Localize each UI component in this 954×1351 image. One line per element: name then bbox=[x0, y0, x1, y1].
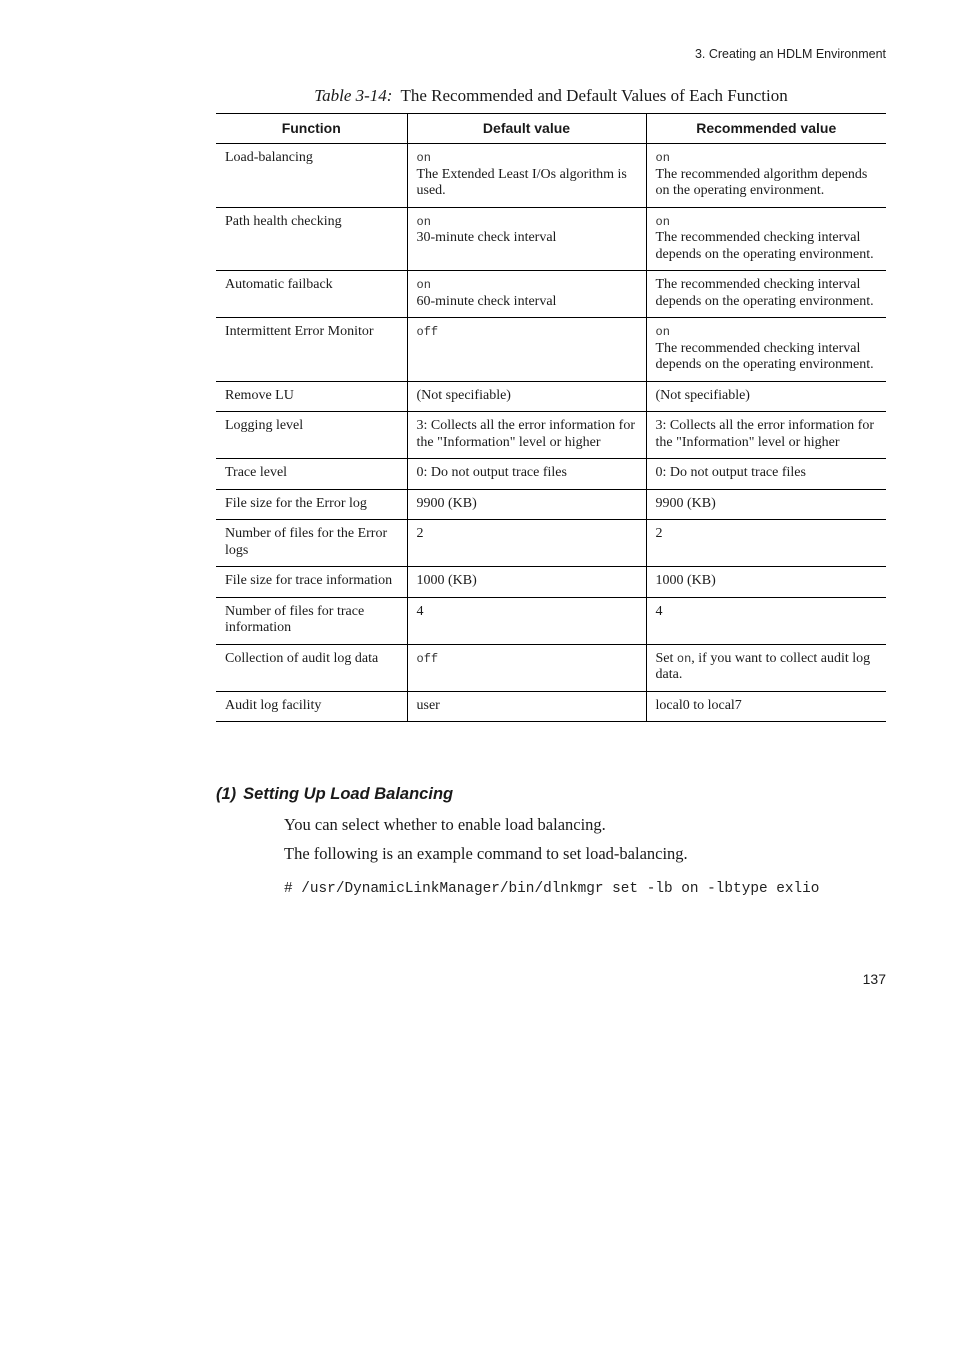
cell-recommended-value bbox=[646, 459, 886, 490]
cell-text: 60-minute check interval bbox=[416, 293, 557, 309]
cell-text: 30-minute check interval bbox=[416, 230, 557, 245]
cell-recommended-value bbox=[646, 271, 886, 318]
table-caption bbox=[216, 86, 886, 106]
cell-recommended-value bbox=[646, 644, 886, 691]
cell-default-value bbox=[407, 691, 646, 722]
table-row bbox=[216, 644, 886, 691]
code-value: on bbox=[655, 151, 670, 165]
table-row bbox=[216, 412, 886, 459]
table-row bbox=[216, 318, 886, 382]
cell-default-value bbox=[407, 318, 646, 382]
cell-text: The Extended Least I/Os algorithm is used. bbox=[416, 166, 627, 198]
body-paragraph: The following is an example command to set load-balancing. bbox=[284, 844, 688, 863]
command-example: # /usr/DynamicLinkManager/bin/dlnkmgr set -lb on -lbtype exlio bbox=[284, 881, 820, 897]
section-number: (1) bbox=[216, 785, 237, 803]
cell-text: 2 bbox=[416, 526, 424, 541]
cell-text: 4 bbox=[655, 603, 663, 619]
cell-text: 3: Collects all the error information for the "Information" level or higher bbox=[416, 418, 635, 450]
column-header-function: Function bbox=[216, 114, 407, 144]
cell-text: , if you want to collect audit log data. bbox=[655, 650, 871, 682]
cell-text: 0: Do not output trace files bbox=[416, 465, 567, 480]
cell-function: Number of files for trace information bbox=[216, 597, 407, 644]
cell-function: Automatic failback bbox=[216, 271, 407, 318]
code-value: on bbox=[416, 151, 431, 165]
cell-text: Set bbox=[655, 650, 677, 666]
cell-function: Trace level bbox=[216, 459, 407, 490]
table-row bbox=[216, 459, 886, 490]
cell-text: The recommended algorithm depends on the operating environment. bbox=[655, 166, 868, 198]
cell-function: Audit log facility bbox=[216, 691, 407, 722]
table-row bbox=[216, 489, 886, 520]
table-row bbox=[216, 381, 886, 412]
cell-text: 1000 (KB) bbox=[655, 573, 716, 588]
table-row bbox=[216, 691, 886, 722]
cell-recommended-value bbox=[646, 567, 886, 598]
cell-function: File size for trace information bbox=[216, 567, 407, 598]
cell-text: 0: Do not output trace files bbox=[655, 465, 806, 480]
table-caption-label: Table 3-14: bbox=[314, 86, 393, 105]
body-paragraph: You can select whether to enable load balancing. bbox=[284, 815, 606, 834]
cell-text: local0 to local7 bbox=[655, 697, 742, 713]
cell-recommended-value bbox=[646, 144, 886, 208]
cell-default-value bbox=[407, 459, 646, 490]
cell-text: 1000 (KB) bbox=[416, 573, 477, 588]
cell-text: 9900 (KB) bbox=[655, 495, 716, 511]
running-head: 3. Creating an HDLM Environment bbox=[694, 47, 886, 61]
cell-function: File size for the Error log bbox=[216, 489, 407, 520]
cell-recommended-value bbox=[646, 207, 886, 271]
column-header-recommended-value: Recommended value bbox=[646, 114, 886, 144]
cell-function: Path health checking bbox=[216, 207, 407, 271]
cell-recommended-value bbox=[646, 489, 886, 520]
cell-default-value bbox=[407, 144, 646, 208]
cell-function: Remove LU bbox=[216, 381, 407, 412]
cell-default-value bbox=[407, 271, 646, 318]
table-header-row bbox=[216, 114, 886, 144]
table-row bbox=[216, 597, 886, 644]
code-value: on bbox=[655, 214, 670, 229]
column-header-default-value: Default value bbox=[407, 114, 646, 144]
cell-default-value bbox=[407, 520, 646, 567]
function-values-table bbox=[216, 113, 886, 722]
cell-text: 4 bbox=[416, 603, 424, 619]
cell-recommended-value bbox=[646, 520, 886, 567]
cell-text: 3: Collects all the error information for the "Information" level or higher bbox=[655, 418, 874, 450]
section-title: Setting Up Load Balancing bbox=[243, 785, 454, 803]
cell-default-value bbox=[407, 597, 646, 644]
section-heading bbox=[216, 785, 453, 804]
cell-recommended-value bbox=[646, 691, 886, 722]
cell-text: The recommended checking interval depends on the operating environment. bbox=[655, 230, 874, 262]
cell-recommended-value bbox=[646, 597, 886, 644]
cell-text: user bbox=[416, 697, 440, 713]
code-value: off bbox=[416, 325, 439, 339]
cell-default-value bbox=[407, 381, 646, 412]
cell-recommended-value bbox=[646, 381, 886, 412]
cell-line bbox=[656, 651, 878, 684]
page-number: 137 bbox=[862, 971, 886, 987]
cell-function: Load-balancing bbox=[216, 144, 407, 208]
table-row bbox=[216, 520, 886, 567]
code-value: on bbox=[416, 278, 431, 292]
cell-default-value bbox=[407, 489, 646, 520]
cell-default-value bbox=[407, 644, 646, 691]
table-row bbox=[216, 207, 886, 271]
cell-default-value bbox=[407, 412, 646, 459]
table-caption-title: The Recommended and Default Values of Each Function bbox=[400, 86, 788, 105]
cell-function: Number of files for the Error logs bbox=[216, 520, 407, 567]
cell-text: 9900 (KB) bbox=[416, 495, 477, 511]
cell-function: Intermittent Error Monitor bbox=[216, 318, 407, 382]
cell-recommended-value bbox=[646, 318, 886, 382]
code-value: on bbox=[655, 325, 670, 339]
code-value: on bbox=[416, 214, 431, 229]
cell-text: (Not specifiable) bbox=[655, 387, 750, 403]
cell-text: 2 bbox=[655, 526, 663, 541]
cell-text: (Not specifiable) bbox=[416, 387, 511, 403]
cell-default-value bbox=[407, 207, 646, 271]
table-row bbox=[216, 567, 886, 598]
cell-text: The recommended checking interval depends on the operating environment. bbox=[655, 340, 874, 372]
table-row bbox=[216, 271, 886, 318]
cell-text: The recommended checking interval depends on the operating environment. bbox=[655, 277, 874, 309]
code-value: off bbox=[416, 651, 439, 666]
cell-recommended-value bbox=[646, 412, 886, 459]
cell-default-value bbox=[407, 567, 646, 598]
cell-function: Collection of audit log data bbox=[216, 644, 407, 691]
cell-function: Logging level bbox=[216, 412, 407, 459]
table-row bbox=[216, 144, 886, 208]
table-body bbox=[216, 144, 886, 722]
code-value: on bbox=[676, 651, 692, 666]
